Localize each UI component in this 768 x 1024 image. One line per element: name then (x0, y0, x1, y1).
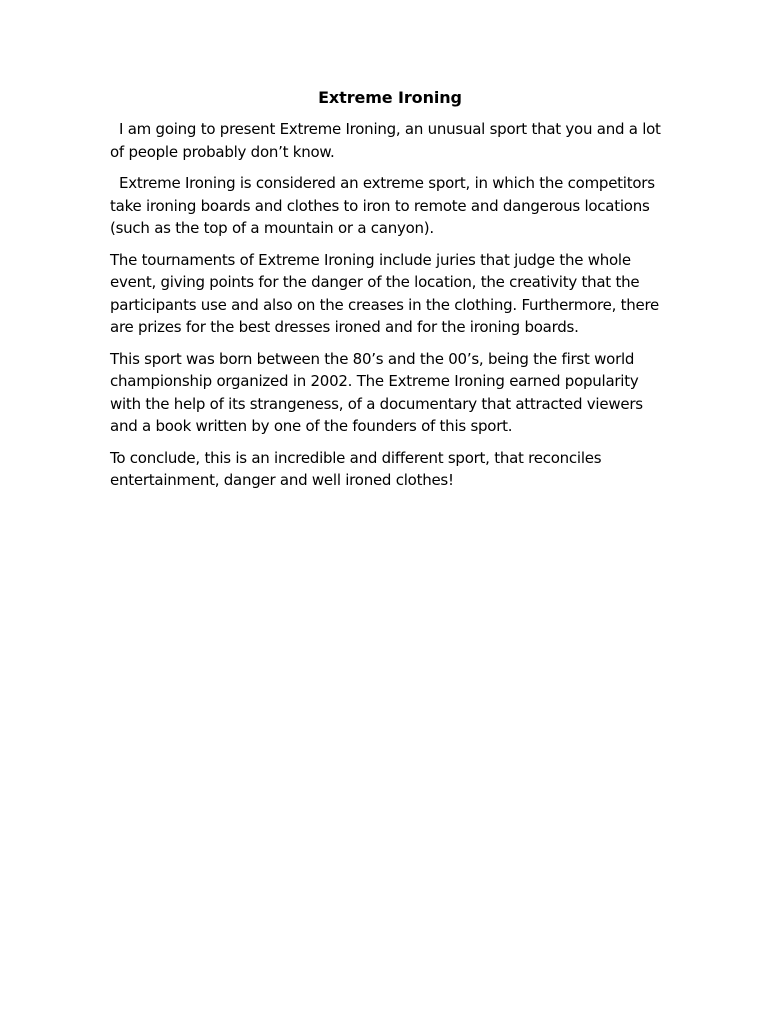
document-body (110, 86, 670, 501)
paragraph-intro: I am going to present Extreme Ironing, an unusual sport that you and a lot of people probably don’t know. (110, 120, 666, 161)
paragraph-conclusion: To conclude, this is an incredible and different sport, that reconciles entertainment, danger and well ironed clothes! (110, 448, 606, 489)
paragraph-definition: Extreme Ironing is considered an extreme sport, in which the competitors take ironing boards and clothes to iron to remote and dangerous locations (such as the top of a mountain or a canyon). (110, 174, 660, 237)
paragraph-tournaments: The tournaments of Extreme Ironing include juries that judge the whole event, giving points for the danger of the location, the creativity that the participants use and also on the creases in the clothing. Furthermore, there are prizes for the best dresses ironed and for the ironing boards. (110, 250, 664, 336)
document-title: Extreme Ironing (318, 88, 462, 107)
paragraph-history: This sport was born between the 80’s and the 00’s, being the first world championship organized in 2002. The Extreme Ironing earned popularity with the help of its strangeness, of a documentary that attracted viewers and a book written by one of the founders of this sport. (110, 349, 648, 435)
